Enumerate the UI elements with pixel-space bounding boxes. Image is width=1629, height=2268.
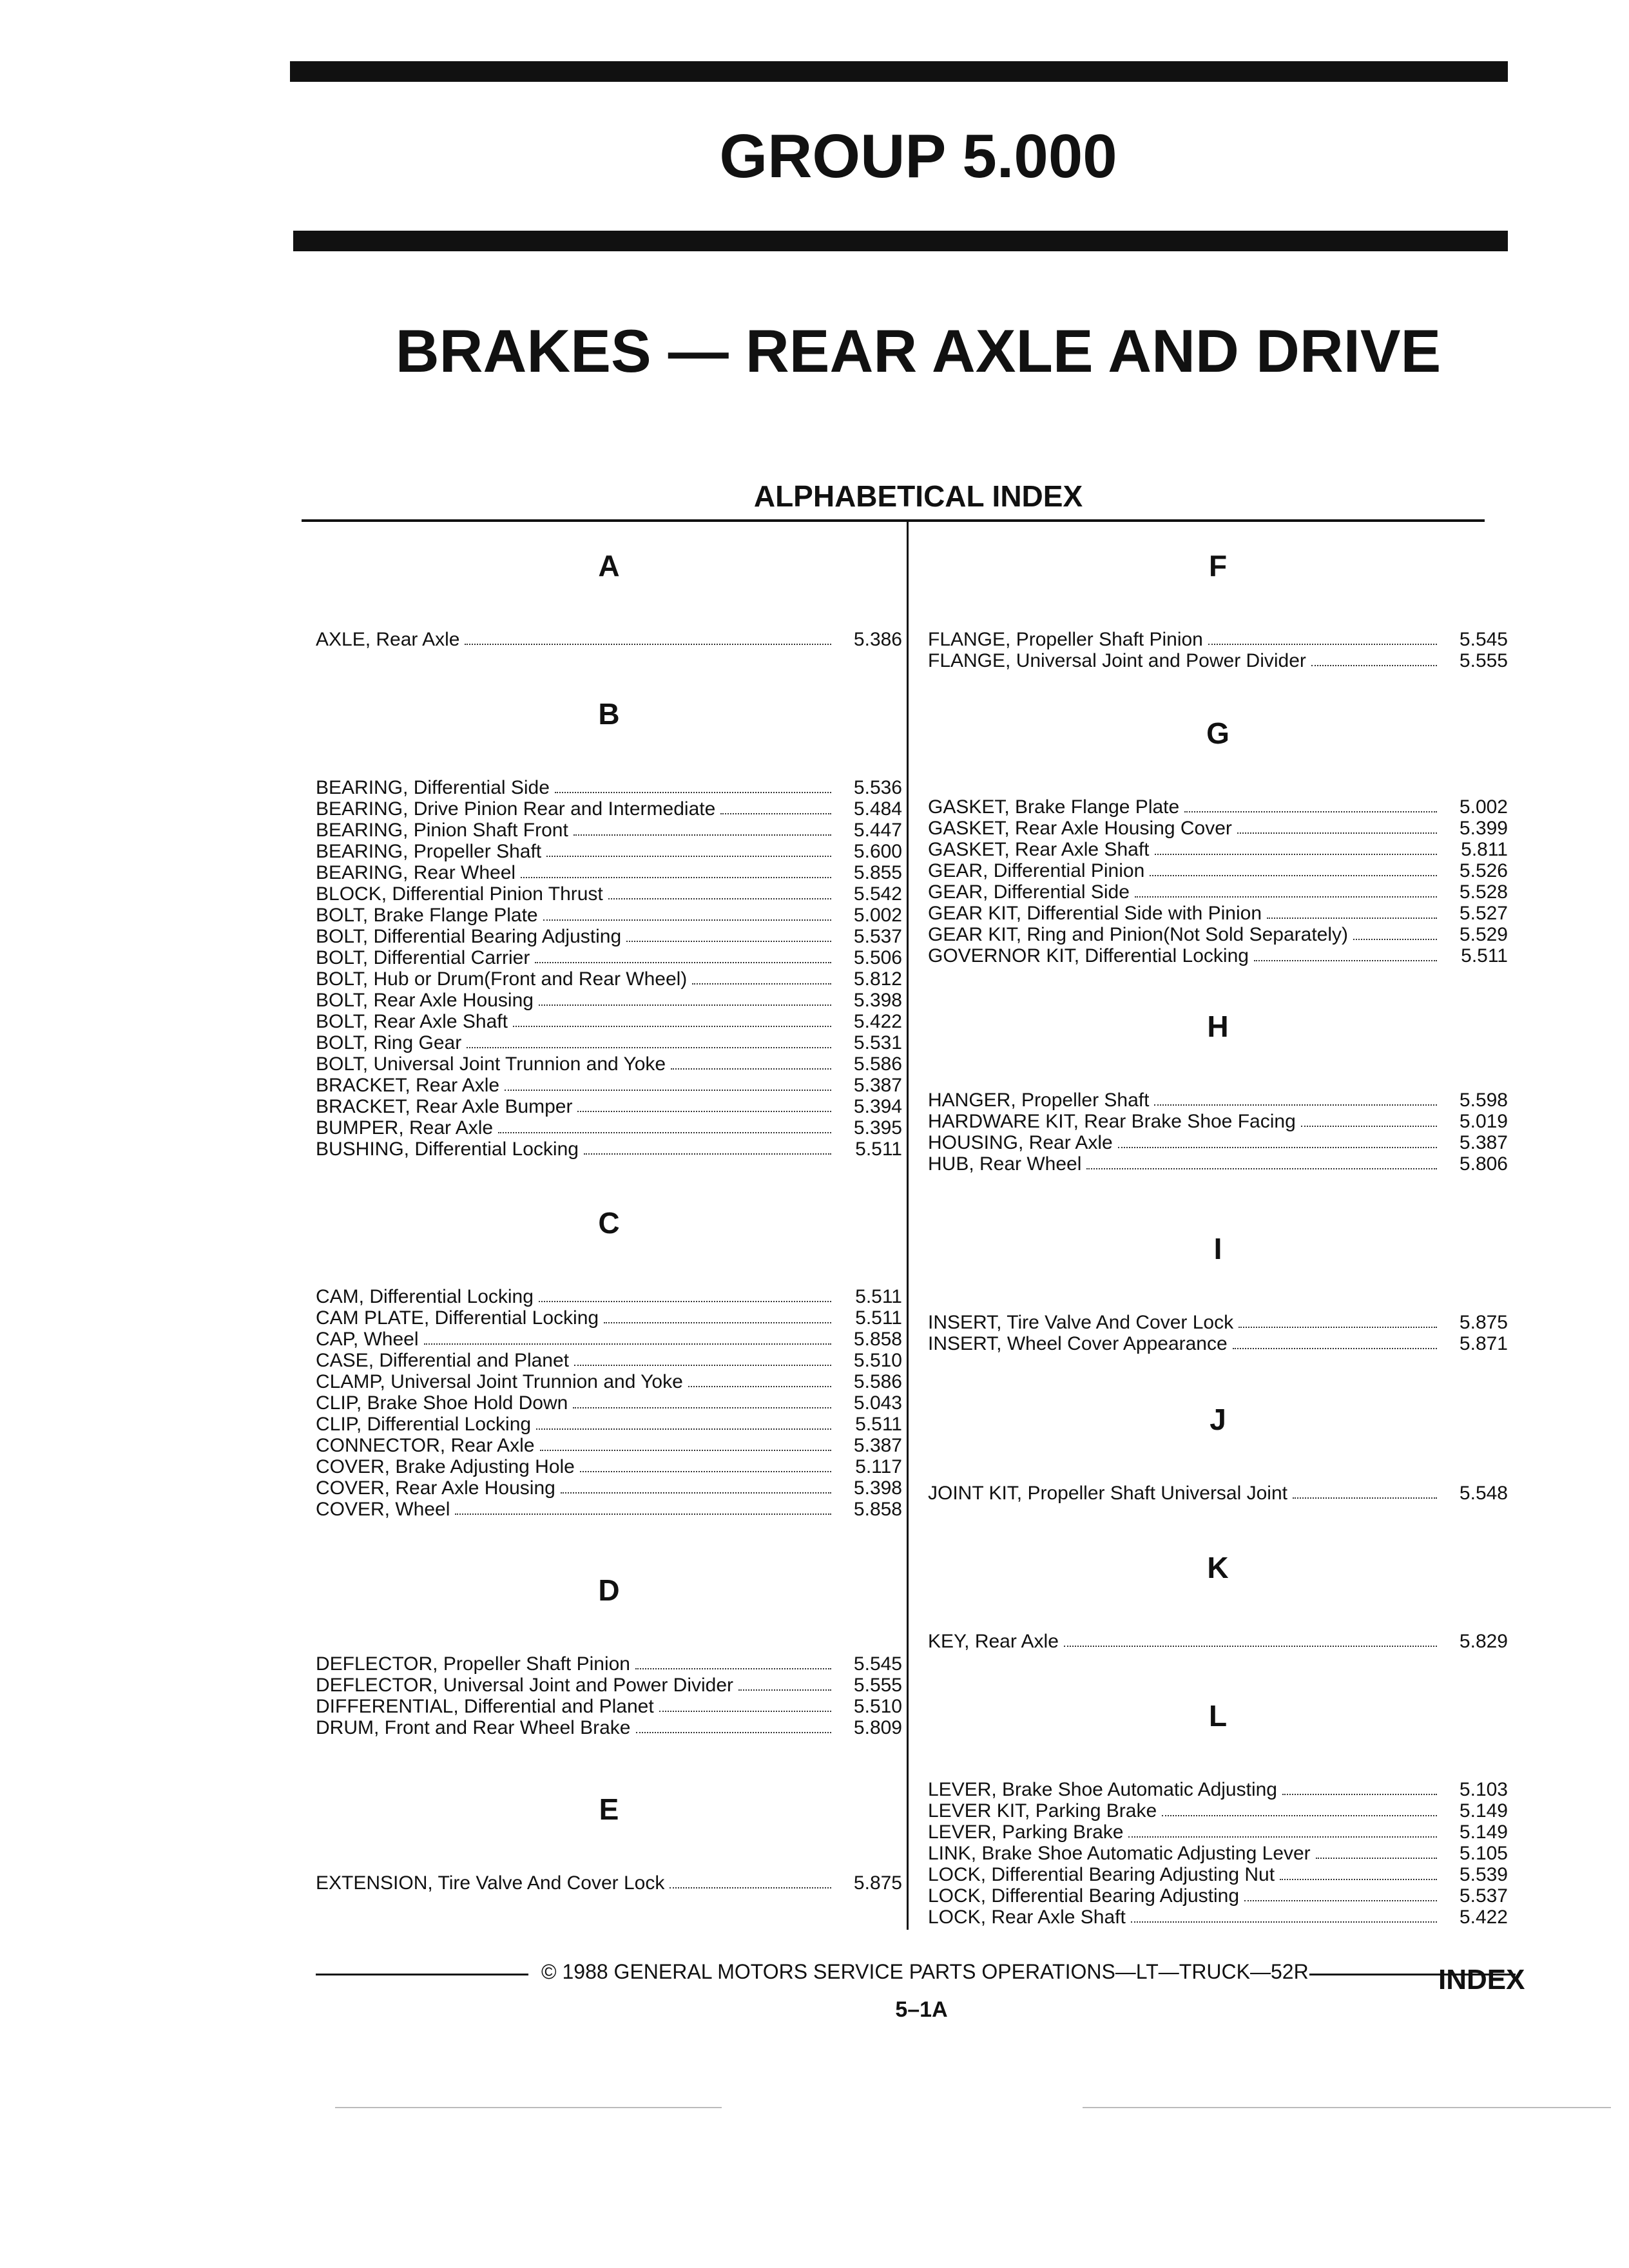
index-section-e <box>316 1791 902 1894</box>
entry-page: 5.510 <box>853 1696 902 1717</box>
index-entry <box>316 1286 902 1307</box>
section-title: BRAKES — REAR AXLE AND DRIVE <box>395 317 1441 385</box>
entry-page: 5.387 <box>853 1435 902 1456</box>
dot-leader <box>1064 1646 1437 1647</box>
entry-name: DEFLECTOR, Universal Joint and Power Divider <box>316 1675 734 1696</box>
index-entry <box>928 1132 1508 1153</box>
entry-name: GEAR, Differential Side <box>928 881 1130 903</box>
section-entries <box>316 777 902 1160</box>
entry-name: BUSHING, Differential Locking <box>316 1139 579 1160</box>
index-entry <box>316 947 902 968</box>
dot-leader <box>465 644 831 645</box>
dot-leader <box>536 1428 831 1430</box>
index-section-c <box>316 1205 902 1520</box>
index-entry <box>928 1333 1508 1354</box>
section-entries <box>928 1312 1508 1354</box>
entry-page: 5.809 <box>853 1717 902 1738</box>
entry-page: 5.858 <box>853 1499 902 1520</box>
index-entry <box>928 796 1508 818</box>
entry-name: HUB, Rear Wheel <box>928 1153 1082 1175</box>
entry-name: GASKET, Rear Axle Shaft <box>928 839 1150 860</box>
index-section-h <box>928 1008 1508 1175</box>
dot-leader <box>1162 1815 1437 1816</box>
index-entry <box>316 1350 902 1371</box>
entry-page: 5.811 <box>1461 839 1508 860</box>
index-entry <box>928 629 1508 650</box>
entry-page: 5.506 <box>853 947 902 968</box>
index-entry <box>928 1779 1508 1800</box>
dot-leader <box>670 1887 831 1888</box>
index-entry <box>316 1717 902 1738</box>
entry-name: CLIP, Differential Locking <box>316 1414 532 1435</box>
footer-rule-left <box>316 1974 528 1975</box>
entry-name: BOLT, Hub or Drum(Front and Rear Wheel) <box>316 968 688 990</box>
index-entry <box>316 1139 902 1160</box>
index-entry <box>316 798 902 820</box>
index-heading-rule <box>302 519 1485 522</box>
entry-name: LEVER, Parking Brake <box>928 1821 1124 1843</box>
index-entry <box>316 883 902 905</box>
index-entry <box>316 1032 902 1053</box>
index-entry <box>316 1307 902 1329</box>
entry-page: 5.529 <box>1459 924 1508 945</box>
entry-page: 5.447 <box>853 820 902 841</box>
dot-leader <box>1155 854 1438 855</box>
middle-rule-bar <box>293 231 1508 251</box>
entry-page: 5.871 <box>1459 1333 1508 1354</box>
dot-leader <box>1233 1348 1437 1349</box>
index-entry <box>928 839 1508 860</box>
entry-page: 5.386 <box>853 629 902 650</box>
entry-page: 5.394 <box>853 1096 902 1117</box>
column-divider <box>907 522 909 1930</box>
section-letter: F <box>1208 549 1228 582</box>
index-section-b <box>316 696 902 1160</box>
dot-leader <box>1118 1147 1437 1148</box>
index-entry <box>316 1653 902 1675</box>
section-entries <box>928 1779 1508 1928</box>
entry-name: KEY, Rear Axle <box>928 1631 1059 1652</box>
entry-name: HARDWARE KIT, Rear Brake Shoe Facing <box>928 1111 1296 1132</box>
dot-leader <box>692 983 831 985</box>
section-entries <box>928 629 1508 671</box>
index-entry <box>928 1153 1508 1175</box>
entry-page: 5.398 <box>853 1477 902 1499</box>
entry-name: CAM, Differential Locking <box>316 1286 534 1307</box>
section-letter: I <box>1213 1232 1222 1265</box>
section-letter: J <box>1210 1403 1226 1436</box>
dot-leader <box>1254 960 1437 961</box>
index-entry <box>928 1483 1508 1504</box>
dot-leader <box>580 1471 831 1472</box>
entry-name: CAP, Wheel <box>316 1329 419 1350</box>
index-section-a <box>316 548 902 650</box>
entry-name: FLANGE, Universal Joint and Power Divider <box>928 650 1306 671</box>
entry-name: BEARING, Drive Pinion Rear and Intermediate <box>316 798 716 820</box>
entry-page: 5.806 <box>1459 1153 1508 1175</box>
index-section-g <box>928 715 1508 966</box>
entry-page: 5.103 <box>1459 1779 1508 1800</box>
entry-name: HANGER, Propeller Shaft <box>928 1090 1150 1111</box>
entry-page: 5.600 <box>853 841 902 862</box>
entry-name: BOLT, Rear Axle Housing <box>316 990 534 1011</box>
index-entry <box>316 841 902 862</box>
section-letter: G <box>1206 716 1229 750</box>
entry-name: BOLT, Brake Flange Plate <box>316 905 538 926</box>
index-entry <box>316 1011 902 1032</box>
dot-leader <box>498 1132 831 1133</box>
entry-page: 5.536 <box>853 777 902 798</box>
dot-leader <box>1280 1879 1437 1880</box>
index-entry <box>316 777 902 798</box>
dot-leader <box>604 1322 831 1323</box>
entry-page: 5.019 <box>1459 1111 1508 1132</box>
dot-leader <box>540 1450 831 1451</box>
dot-leader <box>1086 1168 1437 1169</box>
index-entry <box>316 1872 902 1894</box>
section-tab-label: INDEX <box>1438 1964 1525 1995</box>
index-entry <box>928 1090 1508 1111</box>
entry-name: DEFLECTOR, Propeller Shaft Pinion <box>316 1653 630 1675</box>
entry-page: 5.387 <box>853 1075 902 1096</box>
entry-page: 5.829 <box>1459 1631 1508 1652</box>
dot-leader <box>1131 1921 1437 1923</box>
section-entries <box>928 796 1508 966</box>
dot-leader <box>1244 1900 1437 1901</box>
index-entry <box>316 968 902 990</box>
index-section-k <box>928 1550 1508 1652</box>
dot-leader <box>659 1711 831 1712</box>
entry-name: GASKET, Brake Flange Plate <box>928 796 1180 818</box>
entry-page: 5.105 <box>1459 1843 1508 1864</box>
index-entry <box>316 1329 902 1350</box>
entry-page: 5.399 <box>1459 818 1508 839</box>
entry-name: LINK, Brake Shoe Automatic Adjusting Lever <box>928 1843 1311 1864</box>
entry-name: CONNECTOR, Rear Axle <box>316 1435 535 1456</box>
section-entries <box>316 1872 902 1894</box>
dot-leader <box>636 1732 832 1733</box>
index-entry <box>928 650 1508 671</box>
entry-name: BEARING, Rear Wheel <box>316 862 516 883</box>
index-section-f <box>928 548 1508 671</box>
index-entry <box>316 1456 902 1477</box>
footer-copyright: © 1988 GENERAL MOTORS SERVICE PARTS OPERATIONS—LT—TRUCK—52R <box>541 1960 1309 1983</box>
entry-page: 5.117 <box>855 1456 902 1477</box>
index-entry <box>316 1499 902 1520</box>
index-entry <box>316 629 902 650</box>
dot-leader <box>467 1047 831 1048</box>
section-letter: E <box>599 1792 619 1826</box>
entry-name: CLIP, Brake Shoe Hold Down <box>316 1392 568 1414</box>
entry-page: 5.422 <box>1459 1907 1508 1928</box>
section-letter: B <box>598 697 620 731</box>
dot-leader <box>1237 832 1437 834</box>
section-entries <box>928 1483 1508 1504</box>
entry-name: BOLT, Ring Gear <box>316 1032 462 1053</box>
dot-leader <box>546 856 831 857</box>
entry-name: GEAR KIT, Ring and Pinion(Not Sold Separately) <box>928 924 1348 945</box>
dot-leader <box>1208 644 1437 645</box>
entry-page: 5.875 <box>1459 1312 1508 1333</box>
entry-name: CAM PLATE, Differential Locking <box>316 1307 599 1329</box>
index-entry <box>928 1821 1508 1843</box>
dot-leader <box>577 1111 831 1112</box>
dot-leader <box>574 834 831 836</box>
index-entry <box>316 905 902 926</box>
dot-leader <box>505 1090 831 1091</box>
section-entries <box>316 629 902 650</box>
index-entry <box>928 945 1508 966</box>
entry-name: CLAMP, Universal Joint Trunnion and Yoke <box>316 1371 683 1392</box>
entry-page: 5.395 <box>853 1117 902 1139</box>
section-letter: D <box>598 1573 620 1607</box>
dot-leader <box>1293 1497 1437 1499</box>
dot-leader <box>539 1301 831 1302</box>
entry-name: HOUSING, Rear Axle <box>928 1132 1113 1153</box>
entry-name: DRUM, Front and Rear Wheel Brake <box>316 1717 631 1738</box>
dot-leader <box>626 941 831 942</box>
entry-page: 5.510 <box>853 1350 902 1371</box>
entry-name: LEVER KIT, Parking Brake <box>928 1800 1157 1821</box>
entry-name: BUMPER, Rear Axle <box>316 1117 494 1139</box>
section-entries <box>316 1653 902 1738</box>
entry-page: 5.858 <box>853 1329 902 1350</box>
entry-page: 5.855 <box>853 862 902 883</box>
section-letter: K <box>1207 1551 1229 1584</box>
index-entry <box>316 1096 902 1117</box>
dot-leader <box>539 1004 831 1006</box>
dot-leader <box>1128 1836 1437 1838</box>
entry-name: BOLT, Differential Carrier <box>316 947 530 968</box>
index-entry <box>316 1696 902 1717</box>
entry-name: BEARING, Pinion Shaft Front <box>316 820 568 841</box>
dot-leader <box>688 1386 831 1387</box>
entry-page: 5.555 <box>1459 650 1508 671</box>
dot-leader <box>671 1068 831 1070</box>
entry-page: 5.149 <box>1459 1821 1508 1843</box>
entry-page: 5.598 <box>1459 1090 1508 1111</box>
index-entry <box>316 1414 902 1435</box>
dot-leader <box>535 962 831 963</box>
dot-leader <box>635 1668 831 1669</box>
entry-page: 5.511 <box>855 1286 902 1307</box>
entry-page: 5.528 <box>1459 881 1508 903</box>
entry-page: 5.398 <box>853 990 902 1011</box>
entry-page: 5.002 <box>853 905 902 926</box>
entry-name: DIFFERENTIAL, Differential and Planet <box>316 1696 654 1717</box>
entry-page: 5.537 <box>1459 1885 1508 1907</box>
entry-page: 5.531 <box>853 1032 902 1053</box>
entry-name: LOCK, Rear Axle Shaft <box>928 1907 1126 1928</box>
index-entry <box>316 1392 902 1414</box>
section-letter: H <box>1207 1010 1229 1043</box>
dot-leader <box>1150 875 1437 876</box>
entry-name: LEVER, Brake Shoe Automatic Adjusting <box>928 1779 1277 1800</box>
dot-leader <box>424 1343 831 1345</box>
dot-leader <box>513 1026 831 1027</box>
index-entry <box>928 1864 1508 1885</box>
dot-leader <box>1353 939 1437 940</box>
entry-name: FLANGE, Propeller Shaft Pinion <box>928 629 1203 650</box>
index-entry <box>316 1435 902 1456</box>
index-entry <box>928 881 1508 903</box>
index-entry <box>928 1885 1508 1907</box>
index-section-d <box>316 1572 902 1738</box>
entry-name: BEARING, Propeller Shaft <box>316 841 542 862</box>
dot-leader <box>1282 1794 1437 1795</box>
index-entry <box>316 1675 902 1696</box>
top-rule-bar <box>290 61 1508 82</box>
entry-page: 5.586 <box>853 1371 902 1392</box>
index-entry <box>316 1117 902 1139</box>
entry-page: 5.545 <box>853 1653 902 1675</box>
dot-leader <box>521 877 831 878</box>
entry-name: GASKET, Rear Axle Housing Cover <box>928 818 1232 839</box>
scan-artifact-line <box>335 2107 722 2108</box>
entry-name: BLOCK, Differential Pinion Thrust <box>316 883 603 905</box>
index-entry <box>928 1111 1508 1132</box>
dot-leader <box>738 1689 831 1691</box>
section-letter: A <box>598 549 620 582</box>
entry-name: COVER, Rear Axle Housing <box>316 1477 555 1499</box>
entry-page: 5.484 <box>853 798 902 820</box>
dot-leader <box>1267 918 1437 919</box>
entry-name: BRACKET, Rear Axle Bumper <box>316 1096 573 1117</box>
entry-page: 5.542 <box>853 883 902 905</box>
index-entry <box>928 1312 1508 1333</box>
entry-name: LOCK, Differential Bearing Adjusting Nut <box>928 1864 1275 1885</box>
dot-leader <box>561 1492 831 1494</box>
index-entry <box>316 1371 902 1392</box>
index-entry <box>316 926 902 947</box>
index-section-j <box>928 1401 1508 1504</box>
entry-page: 5.526 <box>1459 860 1508 881</box>
dot-leader <box>543 919 831 921</box>
index-entry <box>928 1631 1508 1652</box>
entry-name: BRACKET, Rear Axle <box>316 1075 500 1096</box>
entry-page: 5.548 <box>1459 1483 1508 1504</box>
dot-leader <box>1184 811 1437 812</box>
entry-name: LOCK, Differential Bearing Adjusting <box>928 1885 1240 1907</box>
dot-leader <box>1154 1104 1437 1106</box>
dot-leader <box>573 1407 831 1408</box>
dot-leader <box>720 813 831 814</box>
index-entry <box>316 862 902 883</box>
dot-leader <box>1311 665 1437 666</box>
section-entries <box>928 1090 1508 1175</box>
dot-leader <box>1316 1858 1437 1859</box>
entry-name: BEARING, Differential Side <box>316 777 550 798</box>
dot-leader <box>608 898 831 899</box>
entry-name: BOLT, Differential Bearing Adjusting <box>316 926 622 947</box>
entry-page: 5.149 <box>1459 1800 1508 1821</box>
entry-name: BOLT, Rear Axle Shaft <box>316 1011 508 1032</box>
index-section-l <box>928 1698 1508 1928</box>
entry-name: GOVERNOR KIT, Differential Locking <box>928 945 1249 966</box>
entry-page: 5.586 <box>853 1053 902 1075</box>
entry-page: 5.539 <box>1459 1864 1508 1885</box>
entry-name: GEAR, Differential Pinion <box>928 860 1145 881</box>
entry-name: INSERT, Wheel Cover Appearance <box>928 1333 1228 1354</box>
entry-page: 5.545 <box>1459 629 1508 650</box>
dot-leader <box>1135 896 1437 898</box>
index-entry <box>316 1477 902 1499</box>
index-entry <box>316 820 902 841</box>
section-letter: L <box>1208 1699 1228 1733</box>
dot-leader <box>455 1514 831 1515</box>
entry-page: 5.555 <box>853 1675 902 1696</box>
entry-name: COVER, Wheel <box>316 1499 450 1520</box>
index-section-i <box>928 1231 1508 1354</box>
section-letter: C <box>598 1206 620 1240</box>
entry-name: GEAR KIT, Differential Side with Pinion <box>928 903 1262 924</box>
index-heading: ALPHABETICAL INDEX <box>753 479 1083 513</box>
section-entries <box>316 1286 902 1520</box>
dot-leader <box>584 1153 831 1155</box>
entry-page: 5.527 <box>1459 903 1508 924</box>
entry-page: 5.002 <box>1459 796 1508 818</box>
entry-name: CASE, Differential and Planet <box>316 1350 570 1371</box>
entry-page: 5.511 <box>855 1414 902 1435</box>
entry-page: 5.511 <box>855 1307 902 1329</box>
scan-artifact-line <box>1083 2107 1611 2108</box>
index-entry <box>928 903 1508 924</box>
entry-page: 5.537 <box>853 926 902 947</box>
section-entries <box>928 1631 1508 1652</box>
entry-name: JOINT KIT, Propeller Shaft Universal Joint <box>928 1483 1287 1504</box>
dot-leader <box>1239 1327 1437 1328</box>
index-entry <box>928 1843 1508 1864</box>
entry-name: INSERT, Tire Valve And Cover Lock <box>928 1312 1234 1333</box>
entry-page: 5.422 <box>853 1011 902 1032</box>
page-number: 5–1A <box>895 1997 948 2022</box>
entry-page: 5.511 <box>1461 945 1508 966</box>
index-entry <box>928 924 1508 945</box>
entry-name: BOLT, Universal Joint Trunnion and Yoke <box>316 1053 666 1075</box>
index-entry <box>928 818 1508 839</box>
entry-page: 5.387 <box>1459 1132 1508 1153</box>
entry-name: COVER, Brake Adjusting Hole <box>316 1456 575 1477</box>
index-entry <box>316 1075 902 1096</box>
entry-page: 5.812 <box>853 968 902 990</box>
entry-page: 5.511 <box>855 1139 902 1160</box>
dot-leader <box>1301 1126 1437 1127</box>
entry-page: 5.875 <box>853 1872 902 1894</box>
entry-page: 5.043 <box>853 1392 902 1414</box>
entry-name: EXTENSION, Tire Valve And Cover Lock <box>316 1872 665 1894</box>
index-entry <box>928 860 1508 881</box>
index-entry <box>316 1053 902 1075</box>
index-entry <box>928 1907 1508 1928</box>
entry-name: AXLE, Rear Axle <box>316 629 460 650</box>
group-title: GROUP 5.000 <box>719 122 1117 191</box>
index-entry <box>316 990 902 1011</box>
index-entry <box>928 1800 1508 1821</box>
dot-leader <box>555 792 831 793</box>
dot-leader <box>574 1365 831 1366</box>
